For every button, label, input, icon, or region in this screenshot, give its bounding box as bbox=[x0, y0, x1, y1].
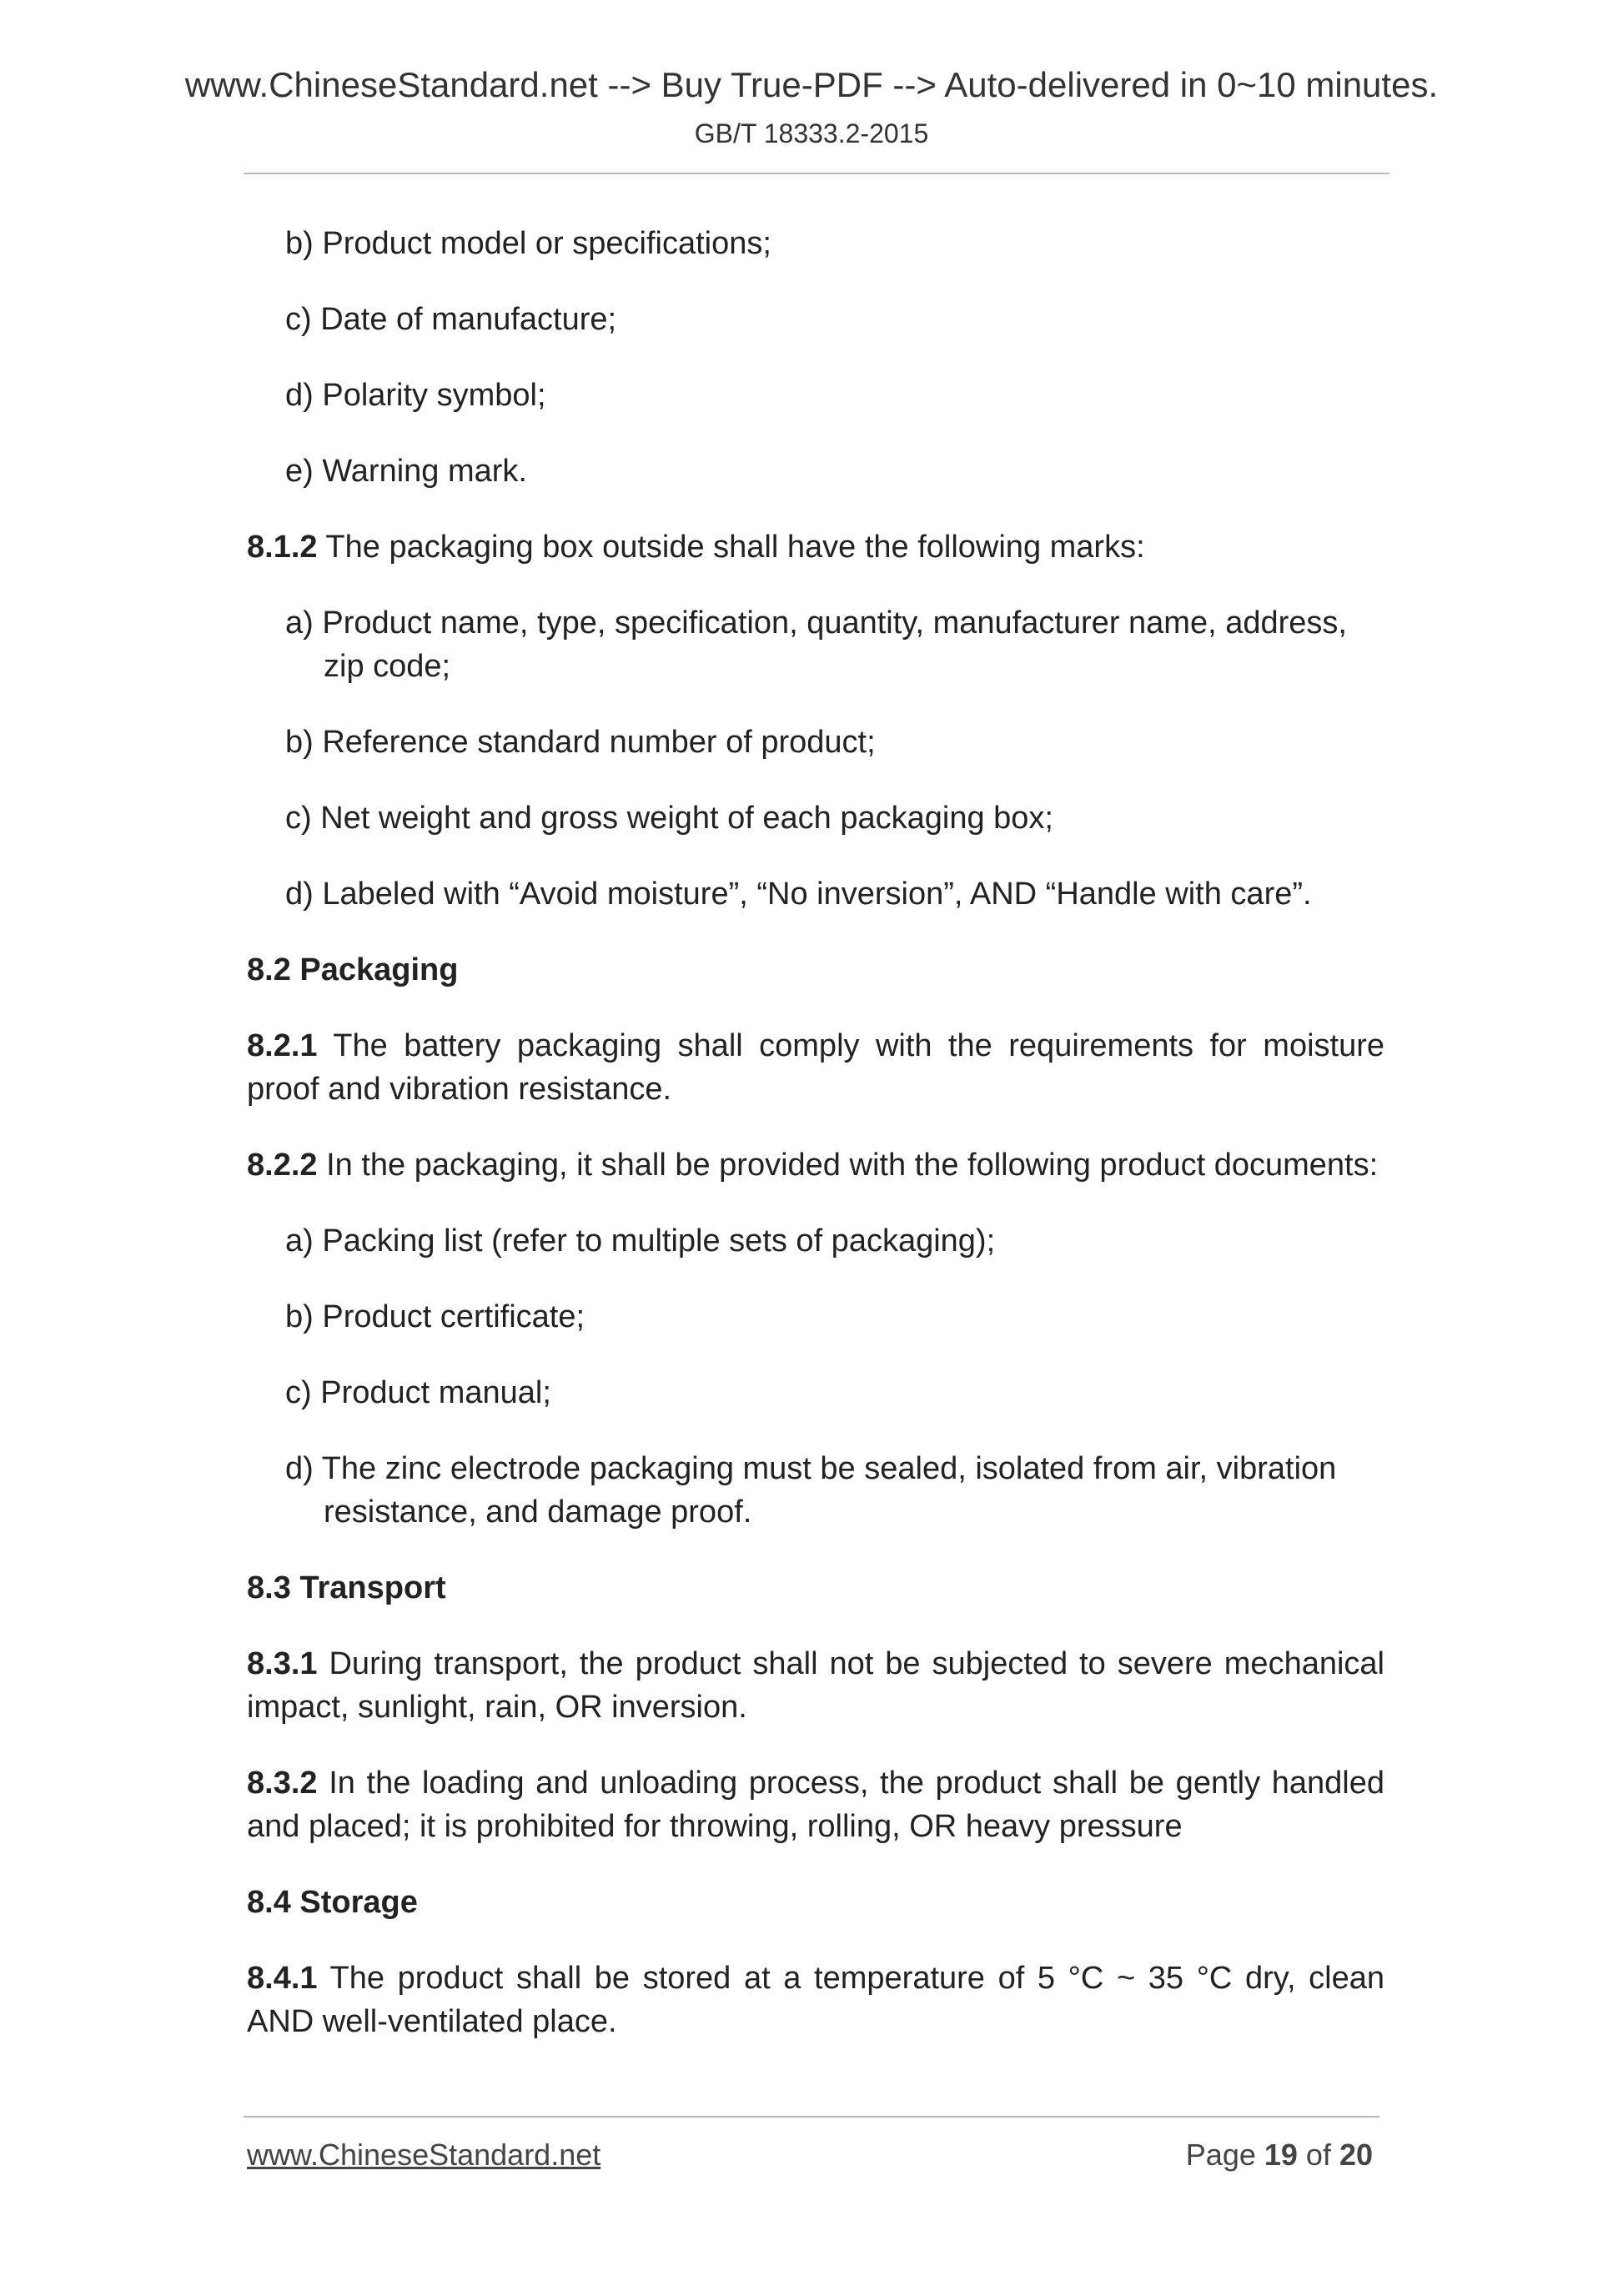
clause-number: 8.4.1 bbox=[247, 1961, 318, 1996]
clause-text: In the packaging, it shall be provided with the following product documents: bbox=[317, 1148, 1379, 1183]
list-item: d) The zinc electrode packaging must be sealed, isolated from air, vibration resistance, and damage proof. bbox=[285, 1451, 1337, 1530]
list-item: b) Product model or specifications; bbox=[285, 226, 771, 261]
section-heading-8-2: 8.2 Packaging bbox=[247, 952, 459, 987]
clause-8-2-2 bbox=[247, 1143, 1384, 1187]
page-current: 19 bbox=[1264, 2138, 1298, 2172]
list-item: b) Reference standard number of product; bbox=[285, 725, 876, 760]
list-item: a) Product name, type, specification, quantity, manufacturer name, address, zip code; bbox=[285, 605, 1347, 684]
list-item: c) Product manual; bbox=[285, 1375, 551, 1410]
list-item: c) Net weight and gross weight of each packaging box; bbox=[285, 801, 1053, 836]
clause-number: 8.2.1 bbox=[247, 1028, 318, 1063]
list-item: d) Polarity symbol; bbox=[285, 378, 546, 413]
clause-text: The battery packaging shall comply with the requirements for moisture proof and vibration resistance. bbox=[247, 1028, 1384, 1107]
footer-site-link[interactable]: www.ChineseStandard.net bbox=[247, 2138, 601, 2172]
page-prefix: Page bbox=[1185, 2138, 1264, 2172]
list-item: e) Warning mark. bbox=[285, 454, 527, 489]
list-item: d) Labeled with “Avoid moisture”, “No inversion”, AND “Handle with care”. bbox=[285, 877, 1312, 912]
page-number bbox=[1186, 2138, 1373, 2173]
clause-number: 8.3.1 bbox=[247, 1646, 318, 1681]
section-heading-8-3: 8.3 Transport bbox=[247, 1570, 446, 1605]
clause-number: 8.2.2 bbox=[247, 1148, 318, 1183]
clause-8-4-1 bbox=[247, 1957, 1384, 2043]
clause-number: 8.1.2 bbox=[247, 530, 318, 565]
section-heading-8-4: 8.4 Storage bbox=[247, 1885, 418, 1920]
clause-text: During transport, the product shall not be subjected to severe mechanical impact, sunlight, rain, OR inversion. bbox=[247, 1646, 1384, 1725]
page-total: 20 bbox=[1339, 2138, 1373, 2172]
header-divider bbox=[244, 173, 1389, 174]
clause-text: In the loading and unloading process, the product shall be gently handled and placed; it is prohibited for throwing, rolling, OR heavy pressure bbox=[247, 1766, 1384, 1844]
clause-text: The packaging box outside shall have the following marks: bbox=[317, 530, 1145, 565]
page-mid: of bbox=[1297, 2138, 1339, 2172]
standard-number: GB/T 18333.2-2015 bbox=[694, 118, 929, 148]
clause-8-2-1 bbox=[247, 1024, 1384, 1111]
list-item: a) Packing list (refer to multiple sets of packaging); bbox=[285, 1223, 996, 1259]
list-item: b) Product certificate; bbox=[285, 1299, 585, 1334]
clause-text: The product shall be stored at a temperature of 5 °C ~ 35 °C dry, clean AND well-ventilated place. bbox=[247, 1961, 1384, 2039]
list-item: c) Date of manufacture; bbox=[285, 302, 617, 337]
clause-8-3-1 bbox=[247, 1642, 1384, 1729]
clause-number: 8.3.2 bbox=[247, 1766, 318, 1801]
document-body bbox=[247, 222, 1384, 2076]
footer-divider bbox=[244, 2116, 1379, 2118]
header-banner: www.ChineseStandard.net --> Buy True-PDF --> Auto-delivered in 0~10 minutes. bbox=[184, 65, 1439, 104]
clause-8-3-2 bbox=[247, 1761, 1384, 1848]
clause-8-1-2 bbox=[247, 525, 1384, 569]
